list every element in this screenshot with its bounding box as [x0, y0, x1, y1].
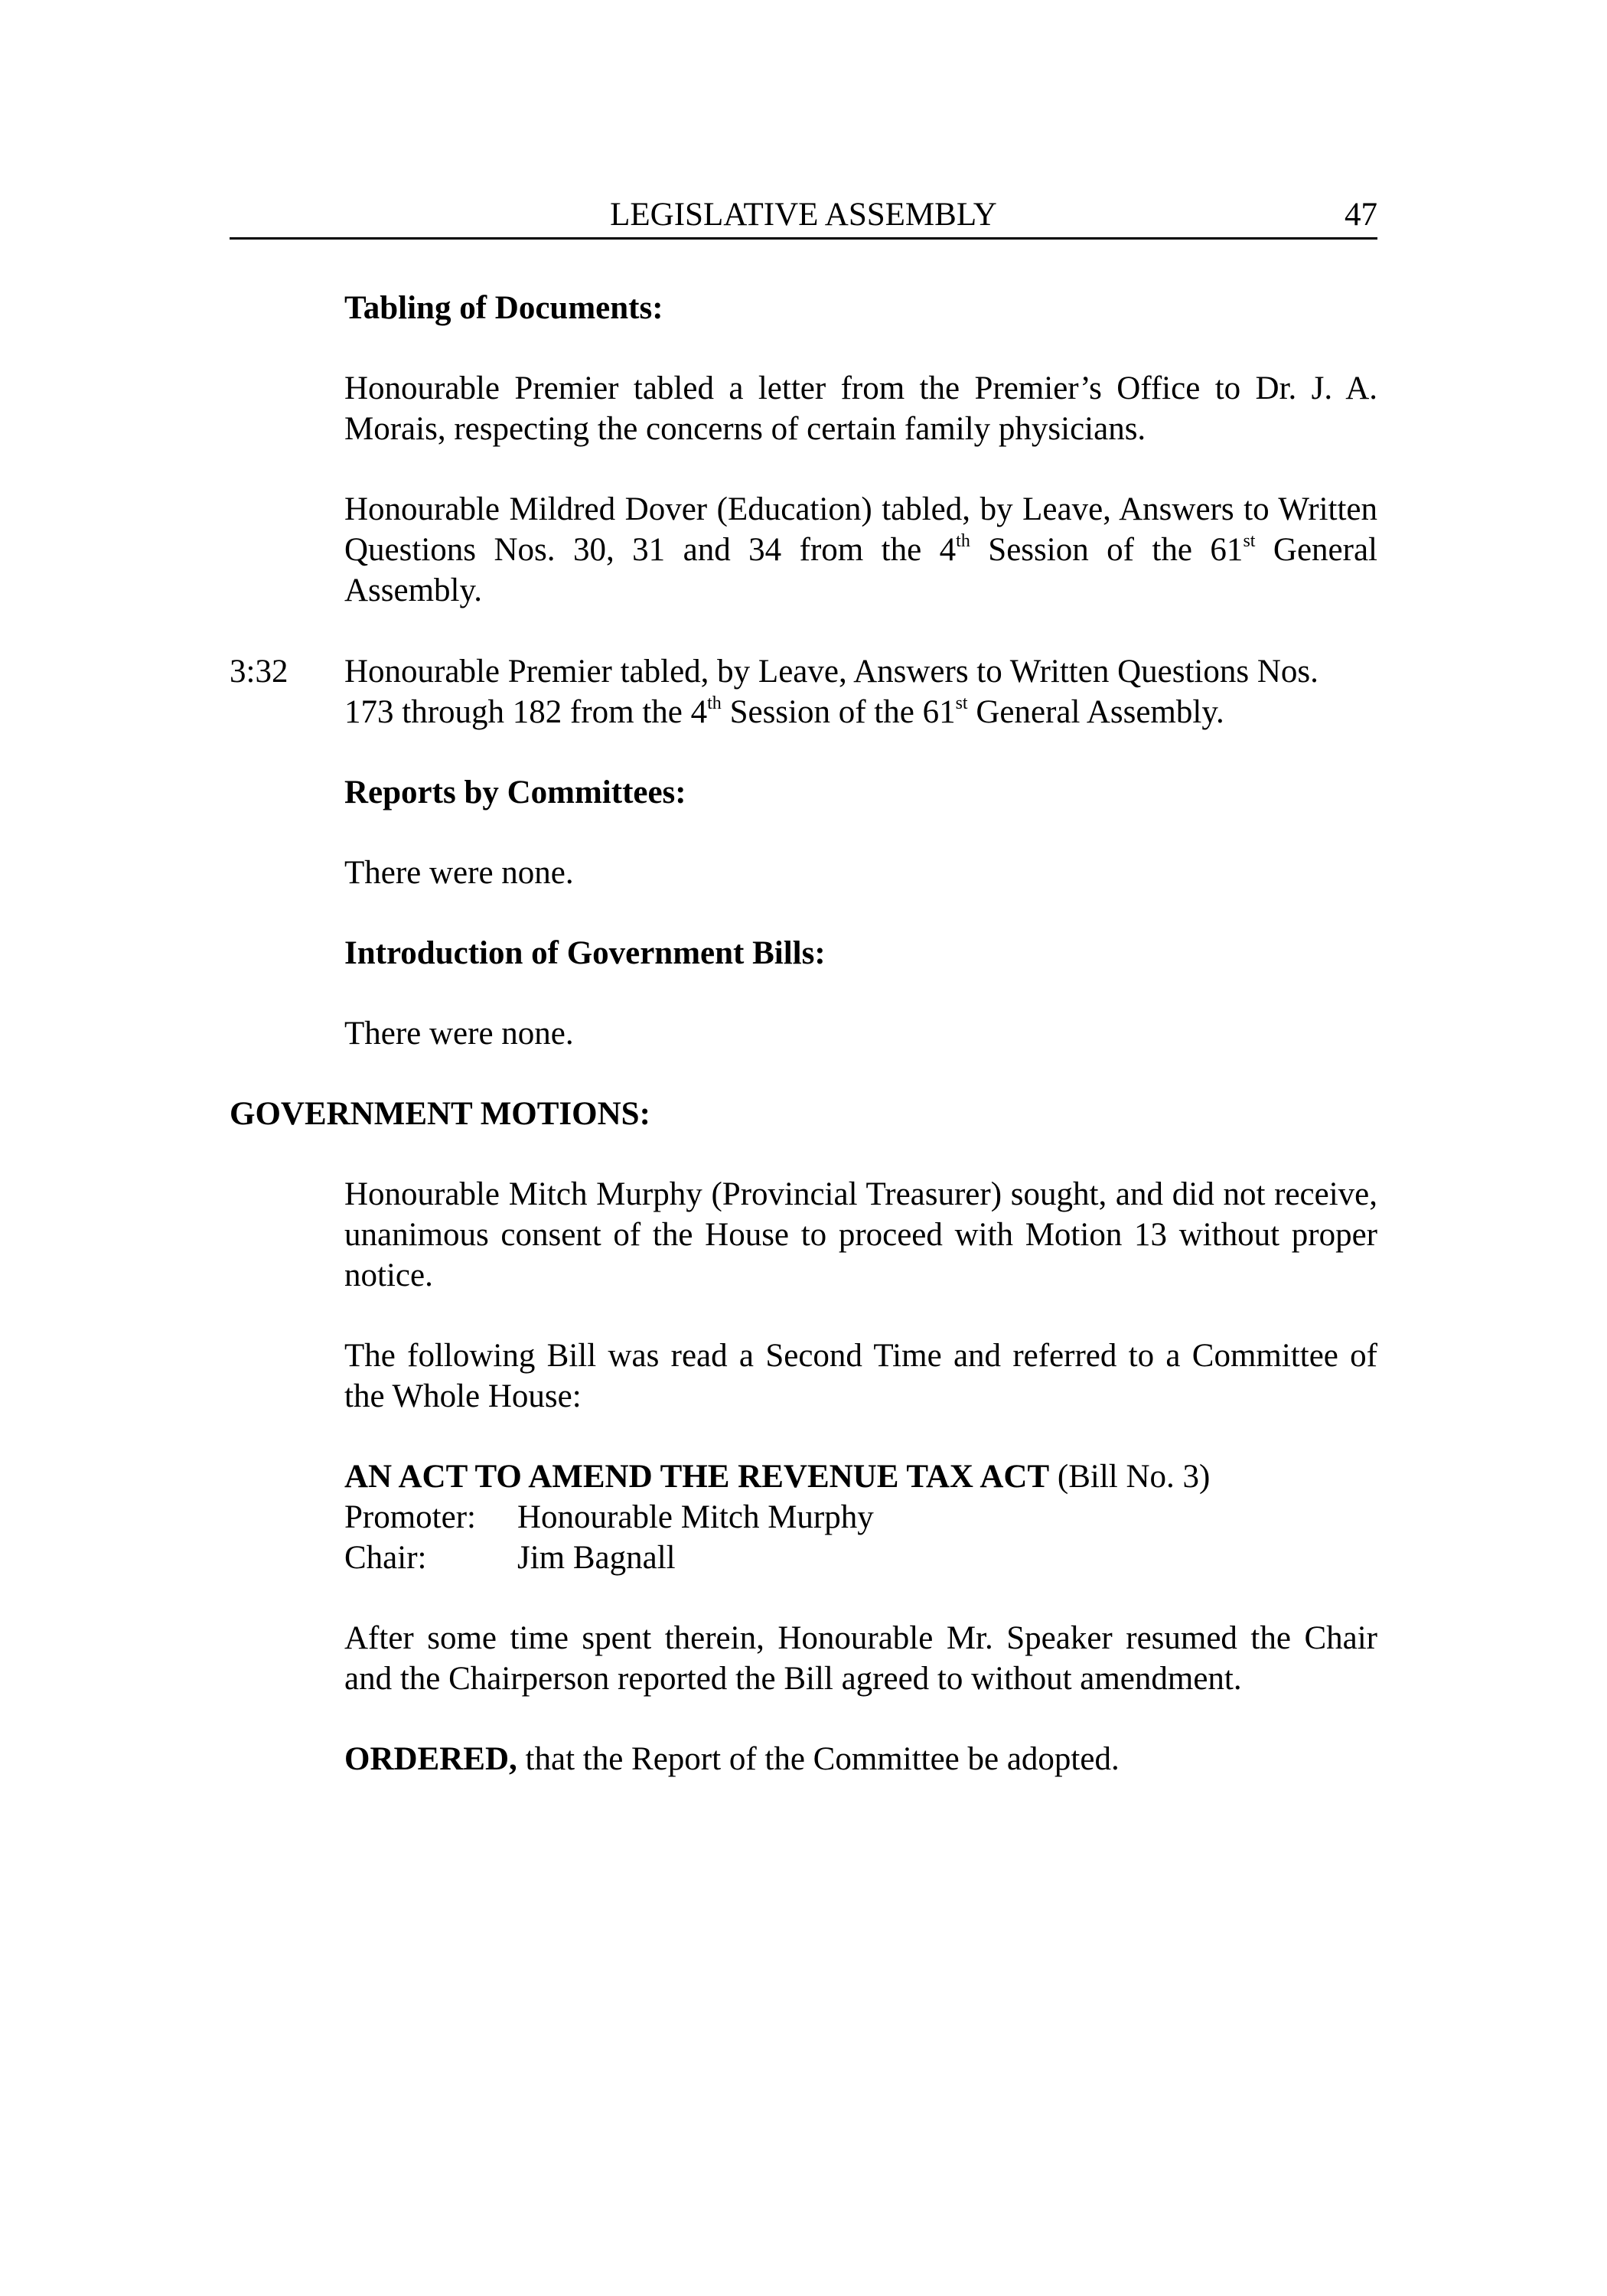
tabling-paragraph-2-text-2: Session of the 61: [970, 532, 1244, 568]
tabling-paragraph-2: [344, 489, 1377, 611]
gov-bills-text: There were none.: [344, 1016, 574, 1052]
committees-heading: Reports by Committees:: [344, 775, 686, 810]
ordinal-suffix: th: [956, 531, 970, 551]
tabling-paragraph-3: [344, 651, 1377, 732]
tabling-paragraph-2-text-1: Honourable Mildred Dover (Education) tabled, by Leave, Answers to Written Questions Nos. 30, 31 and 34 from the 4: [344, 491, 1377, 568]
promoter-name: Honourable Mitch Murphy: [517, 1499, 874, 1535]
gov-motions-paragraph-1: Honourable Mitch Murphy (Provincial Treasurer) sought, and did not receive, unanimous consent of the House to proceed with Motion 13 without proper notice.: [344, 1176, 1377, 1293]
tabling-paragraph-3-line-1: Honourable Premier tabled, by Leave, Answers to Written Questions Nos.: [344, 654, 1319, 690]
bill-chair-row: [344, 1538, 1377, 1578]
gov-motions-heading: GOVERNMENT MOTIONS:: [230, 1096, 650, 1132]
ordered-text: that the Report of the Committee be adopted.: [517, 1741, 1120, 1777]
running-header: [230, 194, 1377, 240]
ordinal-suffix: th: [707, 693, 722, 713]
bill-title-line: [344, 1456, 1377, 1497]
tabling-paragraph-1: Honourable Premier tabled a letter from the Premier’s Office to Dr. J. A. Morais, respecting the concerns of certain family physicians.: [344, 370, 1377, 447]
bill-promoter-row: [344, 1497, 1377, 1538]
page-number: 47: [1345, 197, 1377, 233]
gov-motions-paragraph-2: The following Bill was read a Second Time and referred to a Committee of the Whole House:: [344, 1338, 1377, 1414]
tabling-paragraph-3-text-1: 173 through 182 from the 4: [344, 694, 708, 730]
tabling-paragraph-3-text-3: General Assembly.: [967, 694, 1224, 730]
header-title: LEGISLATIVE ASSEMBLY: [610, 197, 997, 233]
tabling-paragraph-3-text-2: Session of the 61: [721, 694, 956, 730]
ordinal-suffix: st: [955, 693, 968, 713]
gov-motions-paragraph-3: After some time spent therein, Honourable Mr. Speaker resumed the Chair and the Chairperson reported the Bill agreed to without amendment.: [344, 1620, 1377, 1697]
time-stamp: 3:32: [230, 654, 288, 690]
ordered-paragraph: [344, 1739, 1377, 1779]
gov-bills-heading: Introduction of Government Bills:: [344, 935, 826, 971]
tabling-paragraph-3-line-2: [344, 692, 1377, 732]
bill-number: (Bill No. 3): [1049, 1459, 1211, 1495]
bill-block: [344, 1456, 1377, 1578]
chair-name: Jim Bagnall: [517, 1540, 676, 1576]
bill-title: AN ACT TO AMEND THE REVENUE TAX ACT: [344, 1459, 1050, 1495]
ordered-label: ORDERED,: [344, 1741, 517, 1777]
committees-text: There were none.: [344, 855, 574, 891]
ordinal-suffix: st: [1243, 531, 1256, 551]
tabling-paragraph-2-text-3: General Assembly.: [344, 532, 1377, 608]
tabling-heading: Tabling of Documents:: [344, 290, 663, 326]
promoter-label: Promoter:: [344, 1499, 476, 1535]
chair-label: Chair:: [344, 1540, 427, 1576]
